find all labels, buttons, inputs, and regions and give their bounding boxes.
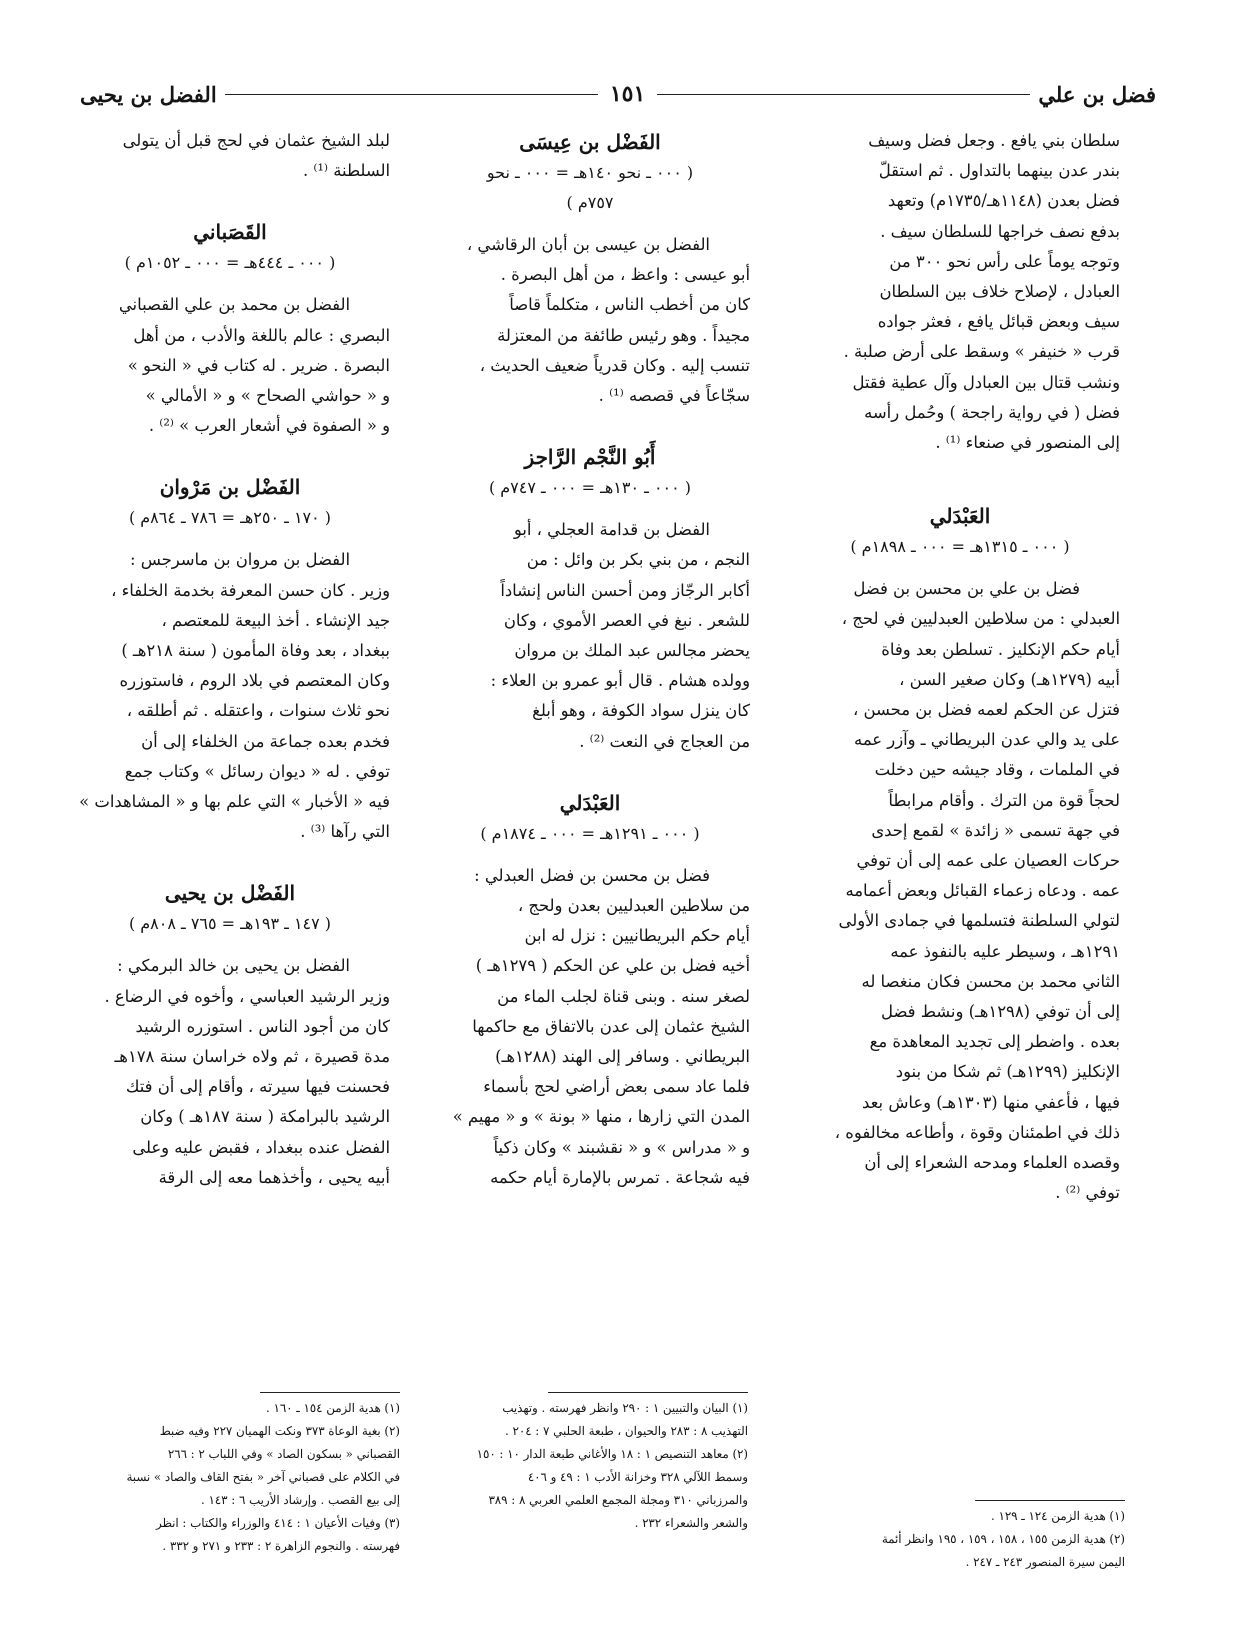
entry-body bbox=[430, 515, 750, 757]
entry-dates: ( ٠٠٠ ـ نحو ١٤٠هـ = ٠٠٠ ـ نحو bbox=[486, 163, 694, 182]
footnote-line: (١) البيان والتبيين ١ : ٢٩٠ وانظر فهرسته . وتهذيب bbox=[502, 1401, 748, 1415]
text-line: بعده . واضطر إلى تجديد المعاهدة مع bbox=[869, 1032, 1120, 1052]
text-line: البصرة . ضرير . له كتاب في « النحو » bbox=[127, 355, 390, 375]
text-line: فيه شجاعة . تمرس بالإمارة أيام حكمه bbox=[490, 1167, 750, 1187]
entry-dates: ( ١٤٧ ـ ١٩٣هـ = ٧٦٥ ـ ٨٠٨م ) bbox=[128, 914, 332, 934]
text-line: من العجاج في النعت ⁽²⁾ . bbox=[579, 731, 750, 751]
footnote-line: (١) هدية الزمن ١٢٤ ـ ١٢٩ . bbox=[990, 1509, 1125, 1523]
text-line: الفضل بن قدامة العجلي ، أبو bbox=[513, 520, 710, 540]
text-line: وقصده العلماء ومدحه الشعراء إلى أن bbox=[864, 1153, 1120, 1173]
column-middle bbox=[430, 126, 750, 1193]
text-line: أخيه فضل بن علي عن الحكم ( ١٢٧٩هـ ) bbox=[475, 956, 750, 976]
text-line: الرشيد بالبرامكة ( سنة ١٨٧هـ ) وكان bbox=[140, 1107, 390, 1127]
text-line: من سلاطين العبدليين بعدن ولحج ، bbox=[517, 896, 750, 916]
text-line: بدفع نصف خراجها للسلطان سيف . bbox=[880, 221, 1120, 241]
text-line: توفي ⁽²⁾ . bbox=[1055, 1183, 1120, 1203]
text-line: مدة قصيرة ، ثم ولاه خراسان سنة ١٧٨هـ bbox=[114, 1047, 390, 1067]
page-number: ١٥١ bbox=[609, 81, 646, 107]
text-line: في الملمات ، وقاد جيشه حين دخلت bbox=[874, 760, 1120, 780]
footnote-line: إلى بيع القصب . وإرشاد الأريب ٦ : ١٤٣ . bbox=[200, 1493, 400, 1507]
header-entry-name-right: فضل بن علي bbox=[1038, 81, 1156, 107]
entry-dates: ( ٠٠٠ ـ ١٣١٥هـ = ٠٠٠ ـ ١٨٩٨م ) bbox=[850, 537, 1070, 557]
text-line: عمه . ودعاه زعماء القبائل وبعض أعمامه bbox=[845, 881, 1120, 901]
entry-title: الفَضْل بن مَرْوان bbox=[159, 475, 301, 500]
text-line: أبيه (١٢٧٩هـ) وكان صغير السن ، bbox=[899, 669, 1120, 689]
text-line: وتوجه يوماً على رأس نحو ٣٠٠ من bbox=[889, 251, 1120, 271]
footnote-line: (٣) وفيات الأعيان ١ : ٤١٤ والوزراء والكتاب : انظر bbox=[155, 1516, 400, 1530]
continuation-paragraph bbox=[800, 126, 1120, 458]
entry-title: العَبْدَلي bbox=[559, 790, 621, 815]
text-line: السلطنة ⁽¹⁾ . bbox=[302, 161, 390, 181]
text-line: على يد والي عدن البريطاني ـ وآزر عمه bbox=[854, 730, 1120, 750]
footnote-rule bbox=[260, 1392, 400, 1393]
entry-title: القَصَباني bbox=[193, 220, 267, 245]
text-line: توفي . له « ديوان رسائل » وكتاب جمع bbox=[124, 761, 390, 781]
footnote-line: القصباني « بسكون الصاد » وفي اللباب ٢ : ٢٦٦ bbox=[167, 1447, 400, 1461]
footnotes-right bbox=[795, 1500, 1125, 1574]
text-line: الفضل بن مروان بن ماسرجس : bbox=[129, 550, 350, 570]
text-line: المدن التي زارها ، منها « بونة » و « مهيم » bbox=[452, 1107, 750, 1127]
text-line: لحجاً قوة من الترك . وأقام مرابطاً bbox=[888, 790, 1120, 810]
entry-title: الفَضْل بن يحيى bbox=[164, 881, 296, 906]
footnote-line: والشعر والشعراء ٢٣٢ . bbox=[634, 1516, 748, 1530]
text-line: سلطان بني يافع . وجعل فضل وسيف bbox=[868, 131, 1120, 150]
text-line: كان ينزل سواد الكوفة ، وهو أبلغ bbox=[532, 701, 750, 721]
text-line: فلما عاد سمى بعض أراضي لحج بأسماء bbox=[483, 1077, 750, 1097]
text-line: فضل بن علي بن محسن بن فضل bbox=[853, 579, 1080, 599]
text-line: إلى أن توفي (١٢٩٨هـ) ونشط فضل bbox=[881, 1002, 1120, 1022]
footnote-line: وسمط اللآلي ٣٢٨ وخزانة الأدب ١ : ٤٩ و ٤٠٦ bbox=[527, 1470, 748, 1484]
text-line: في جهة تسمى « زائدة » لقمع إحدى bbox=[871, 820, 1120, 840]
entry-body bbox=[430, 861, 750, 1193]
text-line: سجّاعاً في قصصه ⁽¹⁾ . bbox=[598, 386, 750, 406]
entry-dates: ( ١٧٠ ـ ٢٥٠هـ = ٧٨٦ ـ ٨٦٤م ) bbox=[128, 508, 332, 528]
footnote-line: اليمن سيرة المنصور ٢٤٣ ـ ٢٤٧ . bbox=[965, 1555, 1125, 1569]
text-line: فضل بن محسن بن فضل العبدلي : bbox=[474, 865, 710, 885]
text-line: إلى المنصور في صنعاء ⁽¹⁾ . bbox=[935, 433, 1120, 453]
text-line: لبلد الشيخ عثمان في لحج قبل أن يتولى bbox=[122, 131, 390, 150]
text-line: فتزل عن الحكم لعمه فضل بن محسن ، bbox=[853, 700, 1120, 720]
footnote-line: (٢) هدية الزمن ١٥٥ ، ١٥٨ ، ١٥٩ ، ١٩٥ وانظر أئمة bbox=[881, 1532, 1125, 1546]
footnote-rule bbox=[548, 1392, 748, 1393]
text-line: للشعر . نبغ في العصر الأموي ، وكان bbox=[503, 610, 750, 630]
entry-body bbox=[800, 574, 1120, 1208]
footnote-line: (٢) معاهد التنصيص ١ : ١٨ والأغاني طبعة الدار ١٠ : ١٥٠ bbox=[476, 1447, 748, 1461]
text-line: قرب « خنيفر » وسقط على أرض صلبة . bbox=[843, 342, 1120, 362]
footnotes-middle bbox=[428, 1392, 748, 1535]
text-line: جيد الإنشاء . أخذ البيعة للمعتصم ، bbox=[161, 610, 390, 630]
column-left bbox=[70, 126, 390, 1193]
text-line: الإنكليز (١٢٩٩هـ) ثم شكا من بنود bbox=[895, 1062, 1120, 1082]
text-line: ١٢٩١هـ ، وسيطر عليه بالنفوذ عمه bbox=[890, 941, 1120, 961]
footnote-line: التهذيب ٨ : ٢٨٣ والحيوان ، طبعة الحلبي ٧ : ٢٠٤ . bbox=[505, 1424, 748, 1438]
footnote-line: فهرسته . والنجوم الزاهرة ٢ : ٢٣٣ و ٢٧١ و ٣٣٢ . bbox=[162, 1539, 400, 1553]
entry-body bbox=[430, 230, 750, 411]
header-rule-left bbox=[225, 94, 598, 95]
text-line: العبادل ، لإصلاح خلاف بين السلطان bbox=[879, 282, 1120, 302]
text-line: التي رآها ⁽³⁾ . bbox=[300, 822, 390, 842]
text-line: بندر عدن بينهما بالتداول . ثم استقلّ bbox=[878, 161, 1120, 181]
text-line: الفضل بن يحيى بن خالد البرمكي : bbox=[117, 956, 350, 976]
running-header bbox=[80, 74, 1156, 114]
column-right bbox=[800, 126, 1120, 1209]
text-line: فضل ( في رواية راجحة ) وحُمل رأسه bbox=[864, 402, 1120, 422]
text-line: لصغر سنه . وبنى قناة لجلب الماء من bbox=[497, 986, 750, 1006]
text-line: البريطاني . وسافر إلى الهند (١٢٨٨هـ) bbox=[495, 1047, 750, 1067]
text-line: وزير الرشيد العباسي ، وأخوه في الرضاع . bbox=[104, 986, 390, 1006]
text-line: الثاني محمد بن محسن فكان منغصا له bbox=[861, 971, 1120, 991]
text-line: و « مدراس » و « نقشبند » وكان ذكياً bbox=[493, 1137, 750, 1157]
continuation-paragraph bbox=[70, 126, 390, 186]
footnote-rule bbox=[975, 1500, 1125, 1501]
text-line: يحضر مجالس عبد الملك بن مروان bbox=[514, 641, 750, 661]
text-line: نحو ثلاث سنوات ، واعتقله . ثم أطلقه ، bbox=[126, 701, 390, 721]
text-line: الفضل عنده ببغداد ، فقبض عليه وعلى bbox=[132, 1137, 390, 1157]
text-line: وولده هشام . قال أبو عمرو بن العلاء : bbox=[490, 671, 750, 691]
text-line: ونشب قتال بين العبادل وآل عطية فقتل bbox=[852, 372, 1120, 392]
text-line: سيف وبعض قبائل يافع ، فعثر جواده bbox=[877, 312, 1120, 332]
text-line: وكان المعتصم في بلاد الروم ، فاستوزره bbox=[119, 671, 390, 691]
text-line: الفضل بن محمد بن علي القصباني bbox=[118, 295, 350, 315]
text-line: فضل بعدن (١١٤٨هـ/١٧٣٥م) وتعهد bbox=[887, 191, 1120, 211]
text-line: الشيخ عثمان إلى عدن بالاتفاق مع حاكمها bbox=[472, 1016, 750, 1036]
entry-body bbox=[70, 290, 390, 441]
entry-dates: ( ٠٠٠ ـ ٤٤٤هـ = ٠٠٠ ـ ١٠٥٢م ) bbox=[124, 253, 336, 273]
header-entry-name-left: الفضل بن يحيى bbox=[80, 81, 217, 107]
text-line: و « الصفوة في أشعار العرب » ⁽²⁾ . bbox=[148, 416, 390, 436]
text-line: فخدم بعده جماعة من الخلفاء إلى أن bbox=[141, 731, 390, 751]
entry-body bbox=[70, 951, 390, 1193]
entry-dates: ٧٥٧م ) bbox=[566, 193, 614, 212]
text-line: النجم ، من بني بكر بن وائل : من bbox=[526, 550, 750, 570]
header-rule-right bbox=[657, 94, 1030, 95]
text-line: لتولي السلطنة فتسلمها في جمادى الأولى bbox=[838, 911, 1120, 931]
text-line: حركات العصيان على عمه إلى أن توفي bbox=[856, 851, 1120, 871]
text-line: الفضل بن عيسى بن أبان الرقاشي ، bbox=[466, 235, 710, 254]
text-line: ذلك في اطمئنان وقوة ، وأطاعه مخالفوه ، bbox=[834, 1122, 1120, 1142]
text-line: مجيداً . وهو رئيس طائفة من المعتزلة bbox=[497, 325, 750, 345]
text-line: و « حواشي الصحاح » و « الأمالي » bbox=[145, 386, 390, 406]
entry-title: العَبْدَلي bbox=[929, 504, 991, 529]
text-line: البصري : عالم باللغة والأدب ، من أهل bbox=[133, 325, 390, 345]
entry-body bbox=[70, 545, 390, 847]
entry-dates: ( ٠٠٠ ـ ١٣٠هـ = ٠٠٠ ـ ٧٤٧م ) bbox=[488, 478, 692, 498]
text-line: كان من أخطب الناس ، متكلماً قاصاً bbox=[509, 295, 750, 315]
text-line: العبدلي : من سلاطين العبدليين في لحج ، bbox=[841, 609, 1120, 629]
footnote-line: (١) هدية الزمن ١٥٤ ـ ١٦٠ . bbox=[265, 1401, 400, 1415]
footnote-line: (٢) بغية الوعاة ٣٧٣ ونكت الهميان ٢٢٧ وفيه ضبط bbox=[159, 1424, 400, 1438]
entry-title: الفَضْل بن عِيسَى bbox=[519, 130, 661, 154]
entry-title: أَبُو النَّجْم الرَّاجز bbox=[524, 445, 656, 470]
text-line: أبو عيسى : واعظ ، من أهل البصرة . bbox=[500, 265, 750, 285]
text-line: أكابر الرجّاز ومن أحسن الناس إنشاداً bbox=[500, 580, 750, 600]
text-line: فيها ، فأعفي منها (١٣٠٣هـ) وعاش بعد bbox=[862, 1092, 1120, 1112]
text-line: ببغداد ، بعد وفاة المأمون ( سنة ٢١٨هـ ) bbox=[121, 641, 390, 661]
text-line: وزير . كان حسن المعرفة بخدمة الخلفاء ، bbox=[111, 580, 390, 600]
footnote-line: والمرزباني ٣١٠ ومجلة المجمع العلمي العربي ٨ : ٣٨٩ bbox=[488, 1493, 748, 1507]
text-line: فيه « الأخبار » التي علم بها و « المشاهدات » bbox=[79, 792, 390, 812]
text-line: أيام حكم الإنكليز . تسلطن بعد وفاة bbox=[881, 639, 1120, 659]
text-line: أيام حكم البريطانيين : نزل له ابن bbox=[524, 926, 750, 946]
text-line: فحسنت فيها سيرته ، وأقام إلى أن فتك bbox=[125, 1077, 390, 1097]
text-line: أبيه يحيى ، وأخذهما معه إلى الرقة bbox=[158, 1167, 390, 1187]
entry-dates: ( ٠٠٠ ـ ١٢٩١هـ = ٠٠٠ ـ ١٨٧٤م ) bbox=[480, 823, 700, 843]
text-line: كان من أجود الناس . استوزره الرشيد bbox=[135, 1016, 390, 1036]
footnotes-left bbox=[70, 1392, 400, 1558]
text-line: تنسب إليه . وكان قدرياً ضعيف الحديث ، bbox=[479, 355, 750, 375]
footnote-line: في الكلام على قصباني آخر « بفتح القاف والصاد » نسبة bbox=[126, 1470, 400, 1484]
